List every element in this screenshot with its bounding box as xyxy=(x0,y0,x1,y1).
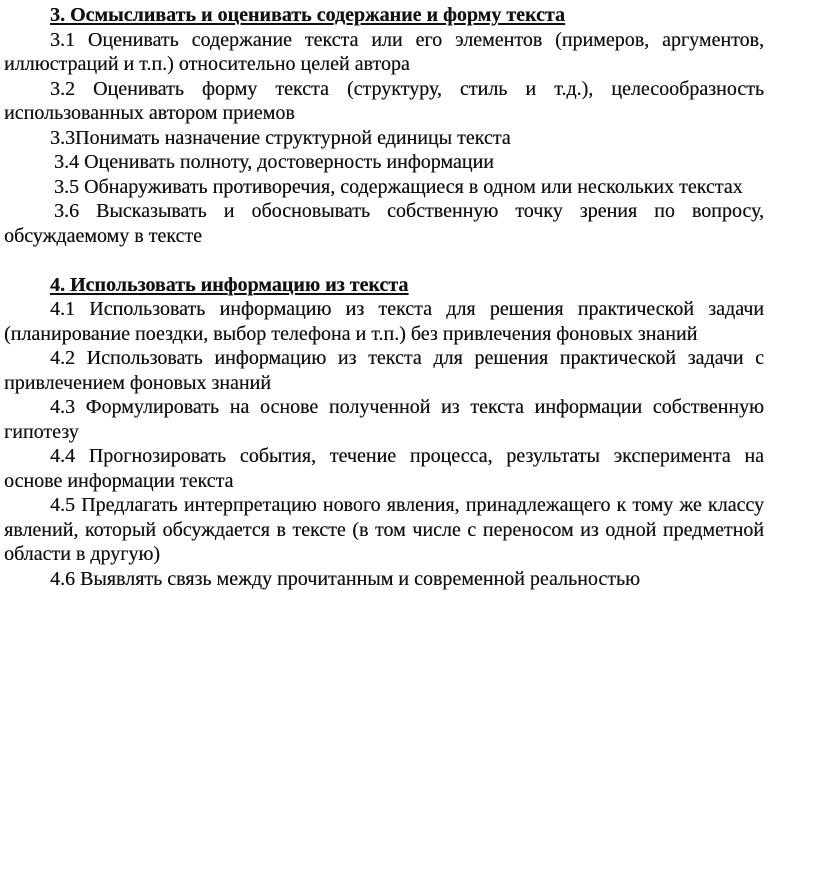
section-3-heading: 3. Осмысливать и оценивать содержание и форму текста xyxy=(50,4,565,26)
section-4-heading: 4. Использовать информацию из текста xyxy=(50,273,409,296)
item-4-4: 4.4 Прогнозировать события, течение процесса, результаты эксперимента на основе информации текста xyxy=(4,445,764,492)
item-3-6: 3.6 Высказывать и обосновывать собственную точку зрения по вопросу, обсуждаемому в тексте xyxy=(4,200,764,247)
item-3-4: 3.4 Оценивать полноту, достоверность информации xyxy=(54,151,494,173)
document-body xyxy=(0,3,768,591)
item-4-6: 4.6 Выявлять связь между прочитанным и современной реальностью xyxy=(50,567,641,590)
item-4-5: 4.5 Предлагать интерпретацию нового явления, принадлежащего к тому же классу явлений, который обсуждается в тексте (в том числе с переносом из одной предметной области в другую) xyxy=(4,494,764,565)
item-3-5: 3.5 Обнаруживать противоречия, содержащиеся в одном или нескольких текстах xyxy=(54,175,743,198)
section-4 xyxy=(4,273,764,592)
item-4-2: 4.2 Использовать информацию из текста для решения практической задачи с привлечением фоновых знаний xyxy=(4,347,764,394)
item-3-2: 3.2 Оценивать форму текста (структуру, стиль и т.д.), целесообразность использованных автором приемов xyxy=(4,77,764,124)
section-3 xyxy=(4,3,764,248)
item-4-1: 4.1 Использовать информацию из текста для решения практической задачи (планирование поездки, выбор телефона и т.п.) без привлечения фоновых знаний xyxy=(4,298,764,345)
item-3-3: 3.3Понимать назначение структурной единицы текста xyxy=(50,126,511,149)
item-3-1: 3.1 Оценивать содержание текста или его элементов (примеров, аргументов, иллюстраций и т.п.) относительно целей автора xyxy=(4,28,764,75)
item-4-3: 4.3 Формулировать на основе полученной из текста информации собственную гипотезу xyxy=(4,396,764,443)
